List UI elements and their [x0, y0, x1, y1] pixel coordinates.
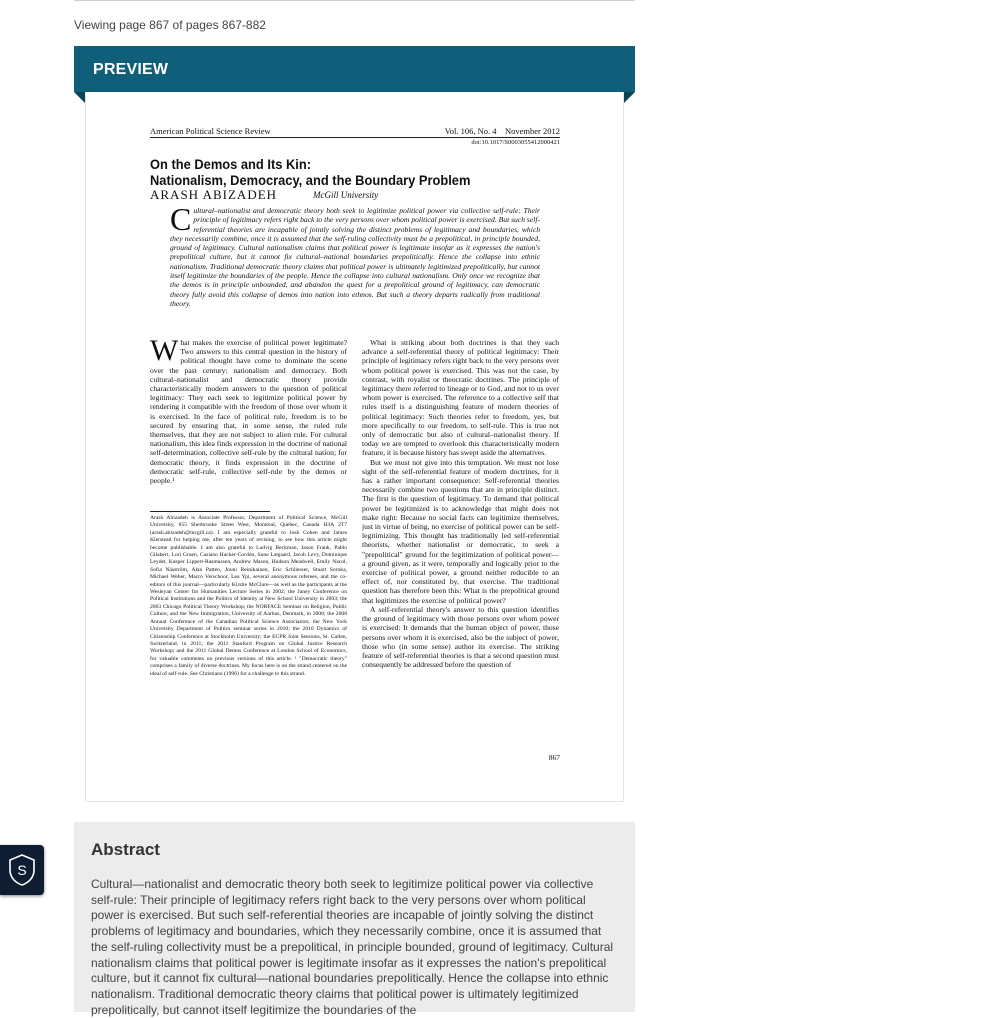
page-number: 867: [548, 753, 560, 762]
shield-letter: S: [17, 862, 27, 878]
preview-label: PREVIEW: [93, 61, 169, 78]
footnotes: Arash Abizadeh is Associate Professor, Department of Political Science, McGill University, 855 Sherbrooke Street West, Montreal, Quebec, Canada H3A 2T7 (arash.abizadeh@mcgill.ca). I am especially grateful to Josh Cohen and James Kierstead for helping me, after ten years of revising, to see how this article might become publishable. I am also grateful to Ludvig Beckman, Jason Frank, Pablo Gilabert, Lori Gruen, Casiano Hacker-Cordón, Sune Lægaard, Jacob Levy, Dominique Leydet, Kasper Lippert-Rasmussen, Andrew Mason, Hudson Meadwell, Emily Nacol, Sofia Näsström, Alan Patten, Jouni Reinikainen, Eric Schliesser, Stuart Soroka, Michael Weber, Marco Verschoor, Lea Ypi, several anonymous referees, and the co-editors of this journal—particularly Kirstie McClure—as well as the participants at the Wesleyan Center for Humanities Lecture Series in 2002; the Janey Conference on Political Institutions and the Politics of Identity at New School University in 2003; the 2003 Chicago Political Theory Workshop; the NORFACE Seminar on Religion, Public Culture, and the New Immigration, University of Aarhus, Denmark, in 2008; the 2008 Annual Conference of the Canadian Political Science Association; the New York University Department of Politics seminar series in 2010; the 2010 Dynamics of Citizenship Conference at Stockholm University; the ECPR Joint Sessions, St. Gallen, Switzerland, in 2011; the 2011 Stanford Program on Global Justice Research Workshop; and the 2011 Global Demos Conference at London School of Economics, for valuable comments on previous versions of this article. ¹ "Democratic theory" comprises a family of diverse doctrines. My focus here is on the strand centered on the ideal of self-rule. See Christiano (1996) for a challenge to this strand.: [150, 515, 347, 677]
abstract-text: ultural–nationalist and democratic theory both seek to legitimize political power via collective self-rule: Their principle of legitimacy refers right back to the very persons over whom political power is exercised. But such self-referential theories are incapable of jointly solving the distinct problems of legitimacy and boundaries, which they necessarily combine, once it is assumed that the self-ruling collectivity must be a prepolitical, in principle bounded, ground of legitimacy. Cultural nationalism claims that political power is legitimate insofar as it expresses the nation's prepolitical culture, but it cannot fix cultural–national boundaries prepolitically. Hence the collapse into ethnic nationalism. Traditional democratic theory claims that political power is ultimately legitimized prepolitically, but cannot itself legitimize the boundaries of the people. Hence the collapse into cultural nationalism. Only once we recognize that the demos is in principle unbounded, and abandon the quest for a prepolitical ground of legitimacy, can democratic theory fully avoid this collapse of demos into nation into ethnos. But such a theory departs radically from traditional theory.: [170, 206, 540, 308]
journal-name: American Political Science Review: [150, 126, 271, 136]
abstract-section: [74, 822, 635, 1017]
body-column-right: [362, 338, 559, 732]
shield-icon: [7, 853, 37, 887]
body-paragraph: But we must not give into this temptation. We must not lose sight of the self-referential feature of modern doctrines, for it has a rather important consequence: Self-referential theories necessarily combine two questions that are in principle distinct. The first is the question of legitimacy. To demand that political power be legitimized is to acknowledge that might does not make right: Because no social facts can legitimize themselves, just in virtue of being, no exercise of political power can be self-legitimizing. This thought has traditionally led self-referential theorists, whether nationalist or democratic, to seek a "prepolitical" ground for the legitimization of political power—a ground given, as it were, temporally and logically prior to the exercise of political power, a ground neither reducible to an effect of, nor constituted by, that exercise. The traditional question has therefore been this: What is the prepolitical ground that legitimizes the exercise of political power?: [362, 457, 559, 605]
page-range-info: Viewing page 867 of pages 867-882: [74, 18, 266, 32]
preview-header: [74, 46, 635, 92]
article-title-line-1: On the Demos and Its Kin:: [150, 156, 312, 172]
ribbon-fold-left: [74, 92, 85, 103]
journal-volume: Vol. 106, No. 4 November 2012: [444, 126, 560, 136]
abstract-heading: Abstract: [91, 840, 160, 859]
article-author: ARASH ABIZADEH: [150, 187, 278, 202]
header-rule: [150, 137, 560, 138]
abstract-dropcap: C: [170, 206, 192, 237]
body-paragraph: A self-referential theory's answer to this question identifies the ground of legitimacy with those persons over whom power is exercised: It demands that the human object of power, those persons over whom it is exercised, also be the subject of power, those who (in some sense) author its exercise. The striking feature of self-referential theories is that a second question must consequently be addressed before the question of: [362, 604, 559, 670]
abstract-body: Cultural—nationalist and democratic theory both seek to legitimize political power via collective self-rule: Their principle of legitimacy refers right back to the very persons over whom political power is exercised. But such self-referential theories are incapable of jointly solving the distinct problems of legitimacy and boundaries, which they necessarily combine, once it is assumed that the self-ruling collectivity must be a prepolitical, in principle bounded, ground of legitimacy. Cultural nationalism claims that political power is legitimate insofar as it expresses the nation's prepolitical culture, but it cannot fix cultural—national boundaries prepolitically. Hence the collapse into ethnic nationalism. Traditional democratic theory claims that political power is ultimately legitimized prepolitically, but cannot itself legitimize the boundaries of the: [91, 877, 614, 1017]
security-badge-button[interactable]: [0, 845, 44, 895]
body-dropcap: W: [150, 338, 179, 367]
article-abstract: [170, 206, 540, 318]
article-title: [150, 156, 536, 188]
author-affiliation: McGill University: [313, 190, 379, 200]
top-divider: [74, 0, 635, 1]
document-preview-page: [85, 92, 624, 802]
article-title-line-2: Nationalism, Democracy, and the Boundary Problem: [150, 172, 471, 188]
body-left-text: hat makes the exercise of political power legitimate? Two answers to this central question in the history of political thought have come to dominate the scene over the past century: nationalism and democracy. Both cultural–nationalist and democratic theory provide characteristically modern answers to the question of political legitimacy: They each seek to legitimize political power by rendering it compatible with the freedom of those over whom it is exercised. In the face of political rule, freedom is to be secured by ensuring that, in some sense, the ruled rule themselves, that they are not subject to alien rule. For cultural nationalism, this idea finds expression in the doctrine of national self-determination, collective self-rule by the cultural nation; for democratic theory, it finds expression in the doctrine of democratic self-rule, collective self-rule by the demos or people.¹: [150, 338, 347, 486]
body-column-left: [150, 338, 347, 493]
body-paragraph: What is striking about both doctrines is that they each advance a self-referential theory of political legitimacy: Their principle of legitimacy refers right back to the very persons over whom political power is exercised. This was not the case, by contrast, with royalist or theocratic doctrines. The principle of legitimacy there referred to lineage or to God, and not to us over whom power is exercised. The reference to a collective self that rules itself is a distinguishing feature of modern theories of political legitimacy: Such theories refer to freedom, yes, but more specifically to our freedom, to self-rule. This is true not only of democratic but also of cultural–nationalist theory. If today we are tempted to overlook this characteristically modern feature, it is because history has swept aside the alternatives.: [362, 338, 559, 458]
footnote-rule: [150, 511, 270, 512]
ribbon-fold-right: [624, 92, 635, 103]
article-doi: doi:10.1017/S0003055412000421: [471, 139, 560, 146]
